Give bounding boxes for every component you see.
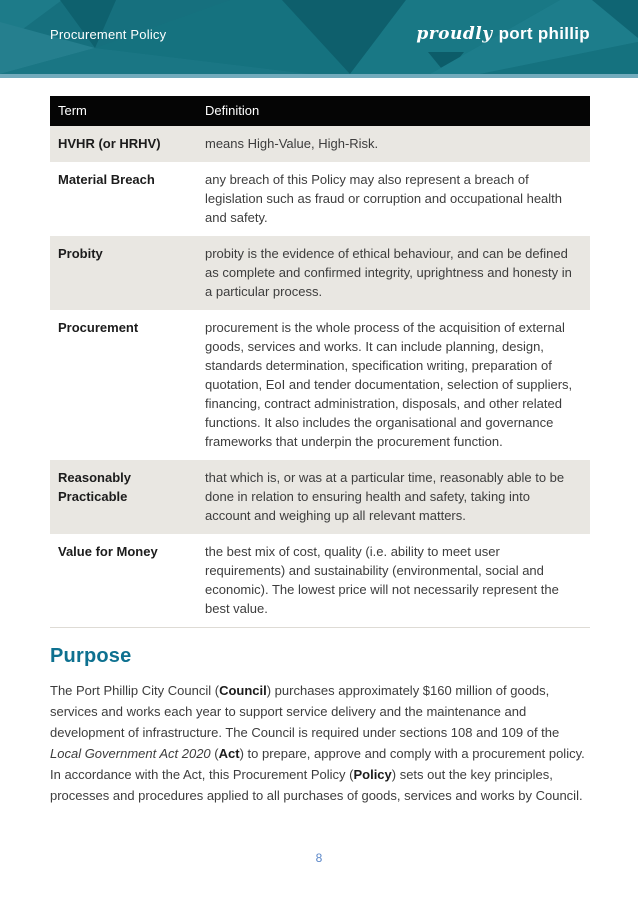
logo-script-text: proudly [416,24,493,44]
purpose-heading: Purpose [50,645,132,667]
definition-cell: that which is, or was at a particular time, reasonably able to be done in relation to ensuring health and safety, taking into account and weighing up all relevant matters. [187,460,590,534]
paragraph-segment-bold: Act [218,746,240,761]
table-header-row [50,96,590,126]
paragraph-segment-italic: Local Government Act 2020 [50,746,211,761]
term-cell: HVHR (or HRHV) [50,126,187,162]
header-banner [0,0,638,78]
term-cell: Probity [50,236,187,310]
column-header-term: Term [50,96,187,126]
purpose-paragraph [50,680,590,806]
term-cell: Reasonably Practicable [50,460,187,534]
logo-brand-text: port phillip [498,24,590,43]
paragraph-segment: ) purchases approximately $160 million of goods, services and works each year to support service delivery and the maintenance and development of infrastructure. The Council is required under sections 108 and 109 of the [50,683,560,740]
table-row [50,310,590,460]
document-title: Procurement Policy [50,27,167,42]
page-number: 8 [315,851,323,865]
table-row [50,460,590,534]
definition-cell: procurement is the whole process of the acquisition of external goods, services and works. It can include planning, design, standards determination, specification writing, preparation of quotation, EoI and tender documentation, selection of suppliers, financing, contract administration, disposals, and other related functions. It also includes the organisational and governance frameworks that underpin the procurement function. [205,320,573,449]
definition-cell: any breach of this Policy may also represent a breach of legislation such as fraud or corruption and occupational health and safety. [205,172,563,225]
table-row [50,162,590,236]
definition-cell: probity is the evidence of ethical behaviour, and can be defined as complete and confirmed integrity, uprightness and honesty in a particular process. [187,236,590,310]
term-cell: Value for Money [58,544,158,559]
banner-accent-strip [0,74,638,78]
paragraph-segment: ( [210,746,219,761]
term-cell: Material Breach [58,172,155,187]
paragraph-segment: ) sets out the key principles, processes and procedures applied to all purchases of goods, services and works by Council. [50,767,583,803]
purpose-section [50,645,590,806]
term-cell: Procurement [58,320,139,335]
definitions-table [50,96,590,628]
port-phillip-logo [416,24,590,44]
paragraph-segment: The Port Phillip City Council ( [50,683,220,698]
paragraph-segment-bold: Policy [353,767,392,782]
table-row [50,126,590,162]
definition-cell: the best mix of cost, quality (i.e. ability to meet user requirements) and sustainability (environmental, social and economic). The lowest price will not necessarily represent the best value. [205,544,559,616]
definition-cell: means High-Value, High-Risk. [187,126,590,162]
paragraph-segment: ) to prepare, approve and comply with a procurement policy. In accordance with the Act, this Procurement Policy ( [50,746,585,782]
table-row [50,236,590,310]
column-header-definition: Definition [187,96,590,126]
paragraph-segment-bold: Council [219,683,267,698]
table-row [50,534,590,628]
